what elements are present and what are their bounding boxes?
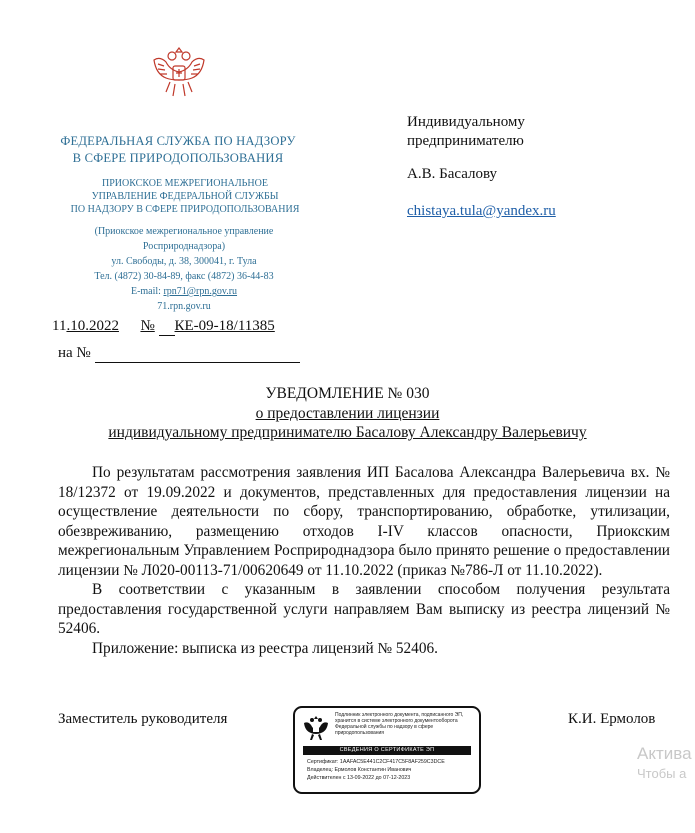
agency-line: ФЕДЕРАЛЬНАЯ СЛУЖБА ПО НАДЗОРУ [60,134,296,148]
watermark-line: Актива [637,744,692,763]
addressee-block [407,113,556,221]
addressee-line: Индивидуальному [407,114,525,130]
reply-to-line [58,345,300,363]
activation-watermark [637,743,692,782]
department-name [55,177,315,216]
agency-phone: Тел. (4872) 30-84-89, факс (4872) 36-44-83 [94,271,274,282]
reg-number: КЕ-09-18/11385 [174,318,275,334]
addressee-line: предпринимателю [407,133,524,149]
department-line: УПРАВЛЕНИЕ ФЕДЕРАЛЬНОЙ СЛУЖБЫ [91,191,279,202]
registration-line [52,318,275,336]
stamp-header: СВЕДЕНИЯ О СЕРТИФИКАТЕ ЭП [303,746,471,755]
stamp-details [307,758,445,782]
stamp-certificate: Сертификат: 1AAFAC5E441C2CF417C5F8AF259C3DCE [307,759,445,765]
agency-website[interactable]: 71.rpn.gov.ru [157,301,211,312]
agency-address: ул. Свободы, д. 38, 300041, г. Тула [111,256,257,267]
notice-body [58,463,670,658]
reg-date-prefix: 11 [52,318,67,334]
body-paragraph: В соответствии с указанным в заявлении способом получения результата предоставления государственной услуги направляем Вам выписку из реестра лицензий № 52406. [58,581,670,637]
coat-of-arms-icon [148,42,210,100]
addressee-email-link[interactable]: chistaya.tula@yandex.ru [407,203,556,219]
department-line: ПО НАДЗОРУ В СФЕРЕ ПРИРОДОПОЛЬЗОВАНИЯ [70,204,300,215]
short-name-line: Росприроднадзора) [142,241,226,252]
agency-line: В СФЕРЕ ПРИРОДОПОЛЬЗОВАНИЯ [72,151,284,165]
watermark-line: Чтобы а [637,766,687,781]
addressee-name: А.В. Басалову [407,166,498,182]
reg-date: .10.2022 [66,318,119,334]
reply-label: на № [58,345,91,361]
attachment-line: Приложение: выписка из реестра лицензий № 52406. [92,639,438,657]
agency-contacts [48,224,320,314]
stamp-owner: Владелец: Ермолов Константин Иванович [307,767,412,773]
agency-email-link[interactable]: rpn71@rpn.gov.ru [163,286,238,297]
body-paragraph: По результатам рассмотрения заявления ИП Басалова Александра Валерьевича вх. № 18/12372 от 19.09.2022 и документов, представленных для предоставления лицензии на осуществление деятельности по сбору, транспортированию, обработке, утилизации, обезвреживанию, размещению отходов I-IV классов опасности, Приокским межрегиональным Управлением Росприроднадзора было принято решение о предоставлении лицензии № Л020-00113-71/00620649 от 11.10.2022 (приказ №786-Л от 11.10.2022). [58,464,670,579]
underline [159,318,175,336]
department-line: ПРИОКСКОЕ МЕЖРЕГИОНАЛЬНОЕ [102,178,268,189]
e-signature-stamp [293,706,481,794]
signer-position: Заместитель руководителя [58,711,228,727]
reply-blank [95,345,300,363]
reg-number-label: № [140,318,155,334]
signer-name: К.И. Ермолов [568,711,656,727]
agency-email-row [48,284,320,299]
notice-recipient: индивидуальному предпринимателю Басалову Александру Валерьевичу [108,424,587,441]
agency-name [38,133,318,167]
stamp-validity: Действителен с 13-09-2022 до 07-12-2023 [307,775,411,781]
stamp-note: Подлинник электронного документа, подписанного ЭП, хранится в системе электронного документооборота Федеральной службы по надзору в сфере природопользования [335,712,464,736]
email-label: E-mail: [130,286,164,297]
notice-subtitle: о предоставлении лицензии [255,405,440,422]
notice-title: УВЕДОМЛЕНИЕ № 030 [265,385,430,402]
short-name-line: (Приокское межрегиональное управление [94,226,274,237]
stamp-emblem-icon [302,714,330,742]
